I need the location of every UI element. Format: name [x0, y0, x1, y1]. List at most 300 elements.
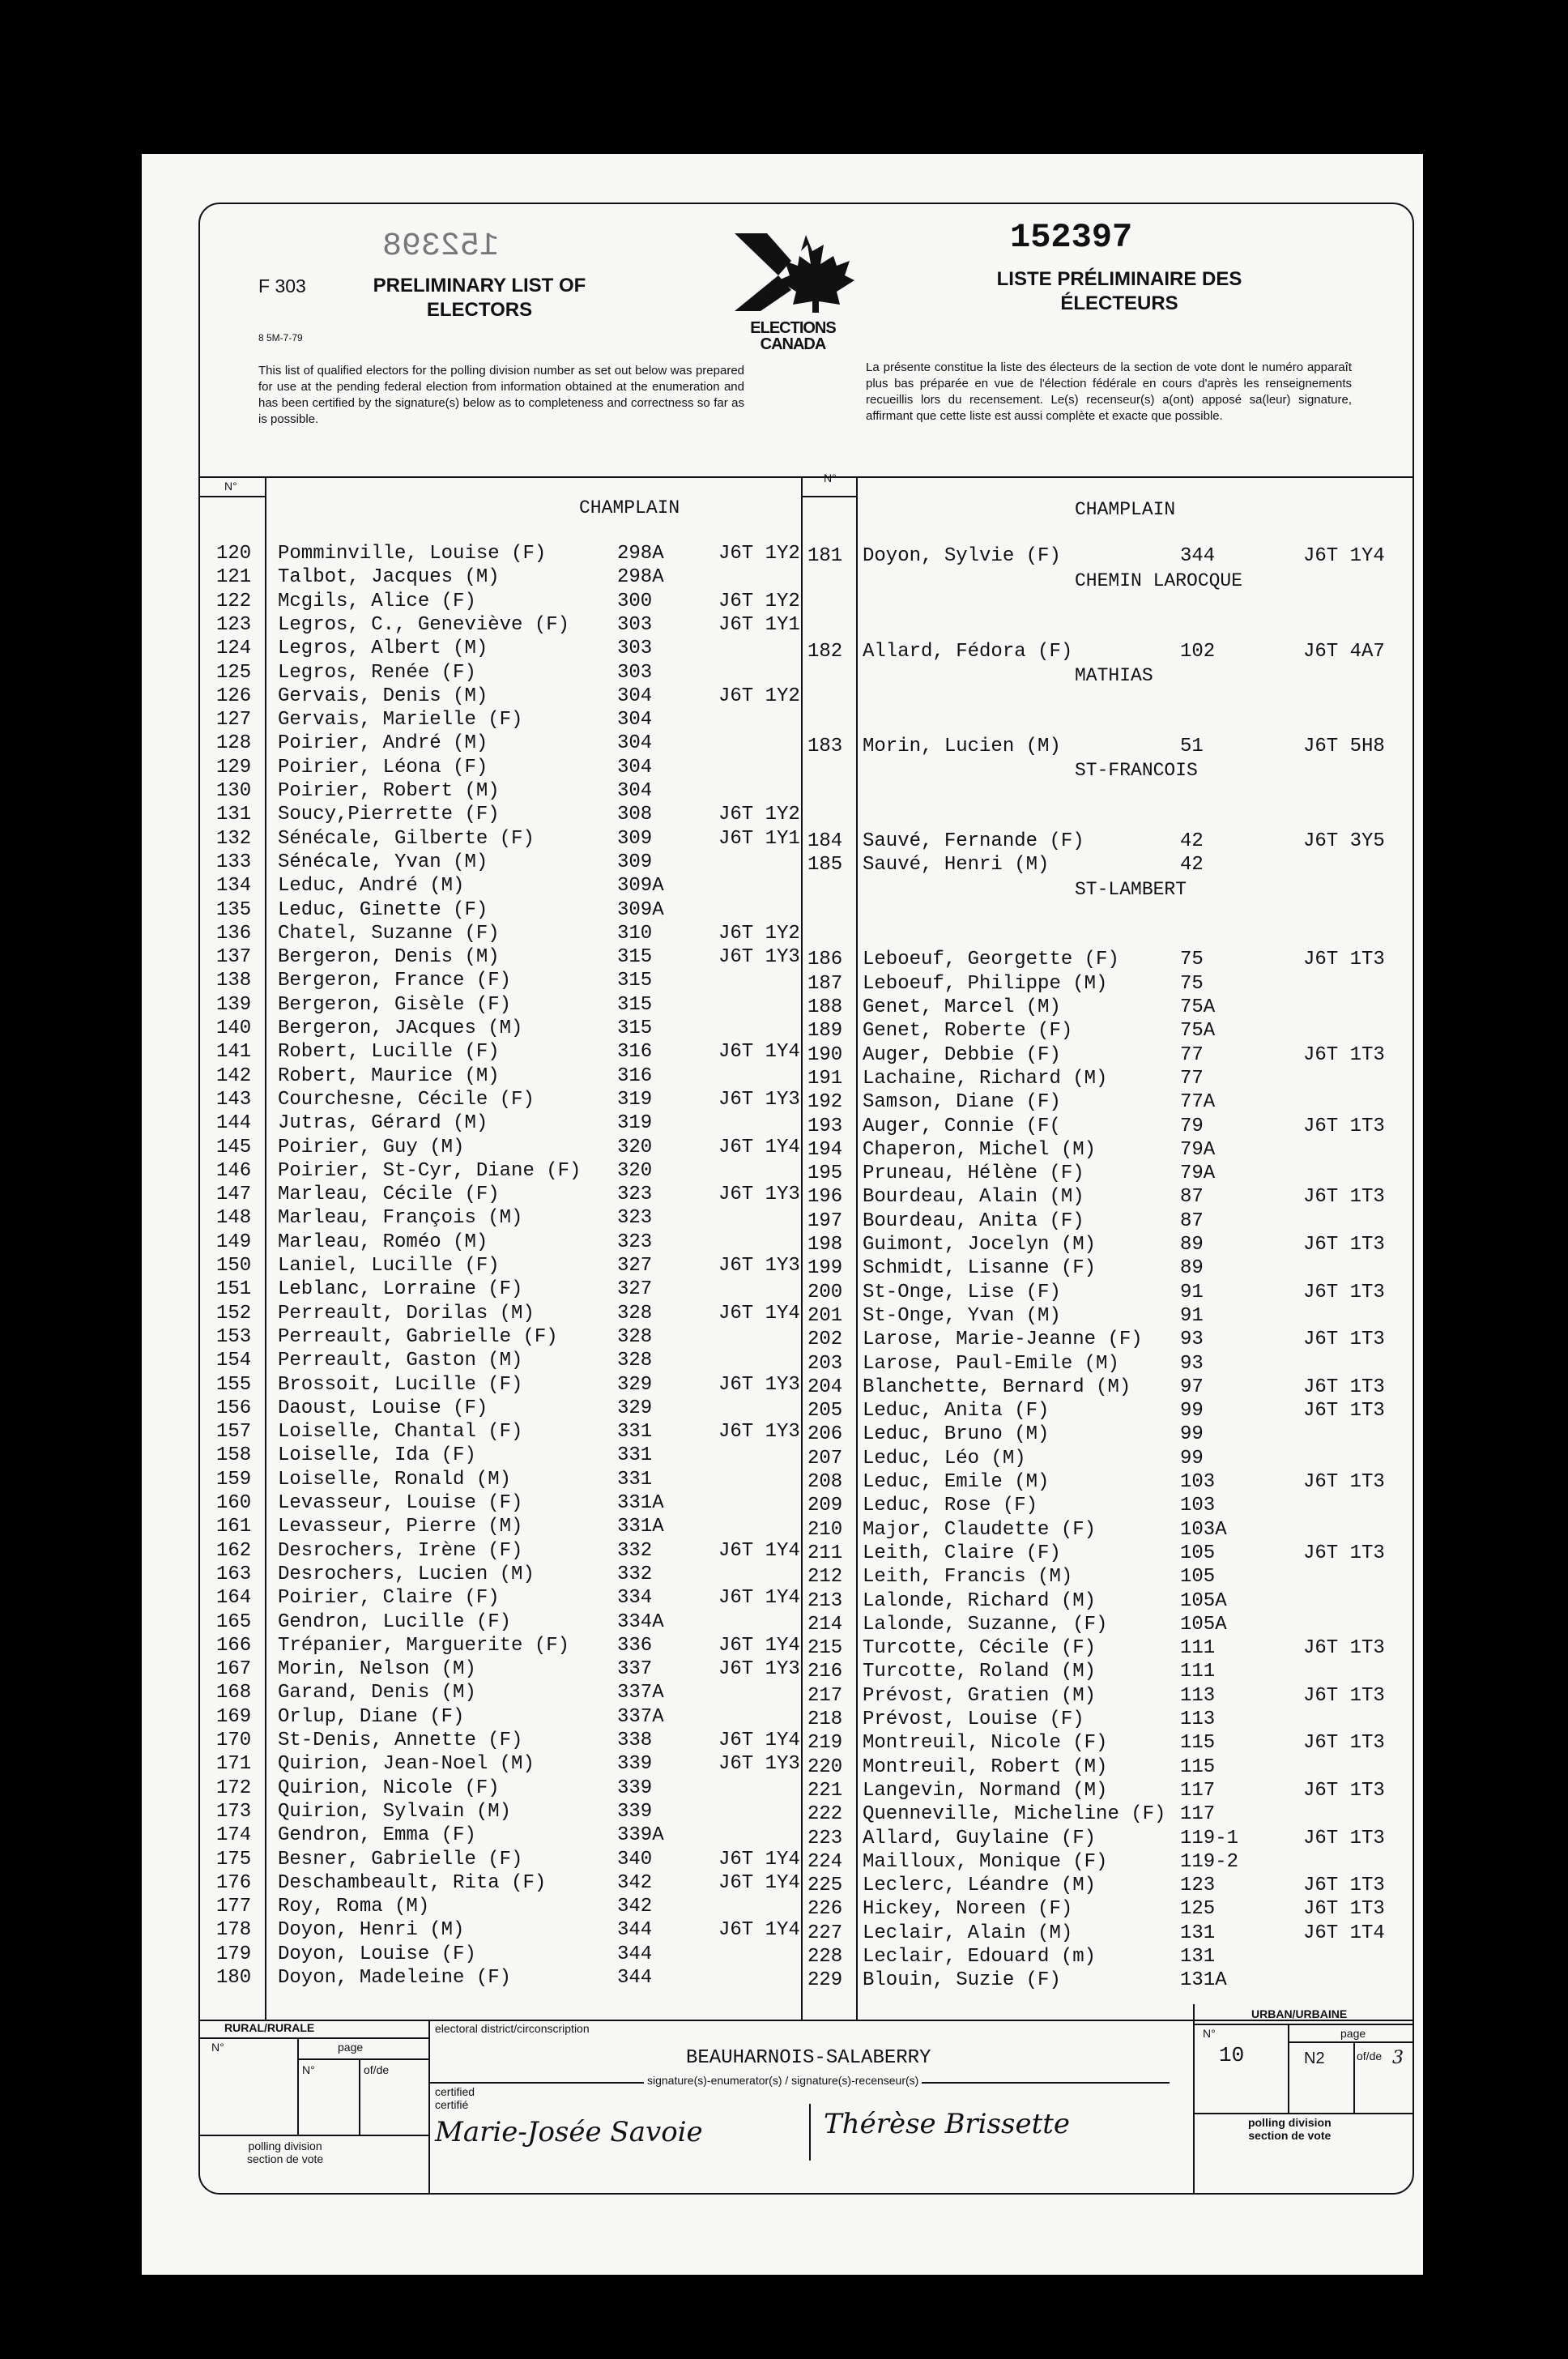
elector-row — [200, 1469, 801, 1493]
elector-postal-code: J6T 1Y4 — [718, 1587, 800, 1610]
elector-name: Marleau, François (M) — [278, 1207, 523, 1230]
elector-number: 210 — [807, 1518, 843, 1541]
elector-row — [801, 1423, 1412, 1448]
elector-postal-code: J6T 1Y3 — [718, 1421, 800, 1444]
elector-address: 115 — [1180, 1755, 1216, 1778]
elector-name: Gervais, Marielle (F) — [278, 709, 523, 732]
elector-address: 304 — [617, 732, 653, 755]
elector-address: 91 — [1180, 1281, 1204, 1303]
elector-row — [801, 1091, 1412, 1116]
elector-number: 215 — [807, 1637, 843, 1660]
elector-address: 117 — [1180, 1779, 1216, 1802]
elector-row — [200, 543, 801, 567]
elector-address: 329 — [617, 1373, 653, 1396]
elector-name: Courchesne, Cécile (F) — [278, 1088, 535, 1111]
elector-number: 165 — [216, 1610, 252, 1633]
elector-name: Orlup, Diane (F) — [278, 1705, 465, 1728]
elector-name: Brossoit, Lucille (F) — [278, 1373, 523, 1396]
elector-row — [200, 757, 801, 781]
certified-label — [435, 2085, 475, 2111]
elector-number: 166 — [216, 1634, 252, 1657]
elector-name: Leduc, Anita (F) — [863, 1400, 1050, 1423]
elector-row — [200, 1516, 801, 1540]
elector-address: 328 — [617, 1325, 653, 1348]
elector-row — [801, 1661, 1412, 1685]
elector-postal-code: J6T 1Y2 — [718, 922, 800, 945]
elector-number: 123 — [216, 613, 252, 636]
elector-number: 142 — [216, 1064, 252, 1087]
elector-row — [200, 1089, 801, 1113]
logo-mark — [728, 228, 858, 316]
elector-address: 304 — [617, 685, 653, 707]
elector-number: 180 — [216, 1967, 252, 1989]
elector-number: 135 — [216, 898, 252, 921]
elector-number: 125 — [216, 661, 252, 684]
elector-row — [200, 1112, 801, 1137]
elector-name: Pruneau, Hélène (F) — [863, 1162, 1084, 1185]
elector-number: 190 — [807, 1043, 843, 1066]
elector-address: 319 — [617, 1088, 653, 1111]
elector-address: 339 — [617, 1800, 653, 1823]
form-frame — [198, 203, 1414, 2195]
elector-name: Turcotte, Cécile (F) — [863, 1637, 1097, 1660]
elector-address: 328 — [617, 1302, 653, 1325]
elector-address: 304 — [617, 756, 653, 779]
elector-number: 145 — [216, 1136, 252, 1158]
elector-row — [200, 1184, 801, 1208]
elector-row — [801, 1708, 1412, 1733]
elector-row — [801, 1828, 1412, 1852]
elector-row — [801, 1448, 1412, 1472]
elector-name: Bergeron, Denis (M) — [278, 946, 500, 969]
elector-name: Besner, Gabrielle (F) — [278, 1848, 523, 1871]
elector-address: 105 — [1180, 1566, 1216, 1589]
elector-number: 144 — [216, 1112, 252, 1135]
elector-postal-code: J6T 1Y3 — [718, 1088, 800, 1111]
elector-address: 331 — [617, 1444, 653, 1467]
elector-name: Marleau, Roméo (M) — [278, 1231, 488, 1253]
elector-number: 217 — [807, 1684, 843, 1707]
elector-postal-code: J6T 1Y4 — [718, 1871, 800, 1894]
elector-number: 214 — [807, 1613, 843, 1636]
title-en — [354, 274, 605, 322]
elector-number: 130 — [216, 780, 252, 802]
header-rule-top — [200, 476, 1412, 478]
elector-address: 119-2 — [1180, 1850, 1239, 1873]
elector-number: 164 — [216, 1587, 252, 1610]
elector-name: Desrochers, Lucien (M) — [278, 1563, 535, 1585]
elector-name: Montreuil, Robert (M) — [863, 1755, 1108, 1778]
elector-number: 222 — [807, 1803, 843, 1826]
elector-number: 221 — [807, 1779, 843, 1802]
elector-name: Perreault, Gaston (M) — [278, 1350, 523, 1372]
elector-name: Guimont, Jocelyn (M) — [863, 1234, 1097, 1256]
elector-address: 309 — [617, 827, 653, 850]
elector-number: 193 — [807, 1115, 843, 1137]
elector-address: 103 — [1180, 1495, 1216, 1517]
elector-name: Poirier, St-Cyr, Diane (F) — [278, 1159, 582, 1182]
elector-number: 195 — [807, 1162, 843, 1185]
elector-name: Leclerc, Léandre (M) — [863, 1875, 1097, 1897]
elector-number: 134 — [216, 875, 252, 898]
elector-name: Jutras, Gérard (M) — [278, 1112, 488, 1135]
signature-label: signature(s)-enumerator(s) / signature(s)-recenseur(s) — [644, 2074, 922, 2087]
elector-address: 327 — [617, 1278, 653, 1301]
elector-row — [801, 1542, 1412, 1567]
elector-address: 119-1 — [1180, 1827, 1239, 1849]
elector-address: 323 — [617, 1231, 653, 1253]
elector-address: 99 — [1180, 1400, 1204, 1423]
elector-number: 174 — [216, 1824, 252, 1847]
elector-address: 339A — [617, 1824, 664, 1847]
elector-postal-code: J6T 1Y3 — [718, 1184, 800, 1206]
elector-address: 51 — [1180, 735, 1204, 757]
elector-address: 125 — [1180, 1898, 1216, 1921]
elector-row — [801, 1780, 1412, 1804]
title-fr — [961, 267, 1277, 316]
elector-number: 199 — [807, 1257, 843, 1280]
elector-name: Loiselle, Chantal (F) — [278, 1421, 523, 1444]
elector-number: 208 — [807, 1471, 843, 1493]
elector-address: 309 — [617, 851, 653, 873]
elector-row — [801, 1186, 1412, 1210]
elector-number: 146 — [216, 1159, 252, 1182]
street-heading: ST-FRANCOIS — [1075, 760, 1198, 782]
elector-address: 323 — [617, 1207, 653, 1230]
elector-number: 220 — [807, 1755, 843, 1778]
elector-number: 218 — [807, 1708, 843, 1730]
elector-postal-code: J6T 1Y4 — [718, 1302, 800, 1325]
elector-number: 206 — [807, 1423, 843, 1446]
elector-address: 117 — [1180, 1803, 1216, 1826]
elector-address: 329 — [617, 1397, 653, 1419]
elector-address: 89 — [1180, 1234, 1204, 1256]
elector-row — [801, 1116, 1412, 1140]
elector-number: 131 — [216, 804, 252, 826]
elector-name: Loiselle, Ida (F) — [278, 1444, 476, 1467]
elector-number: 176 — [216, 1871, 252, 1894]
elector-row — [801, 1400, 1412, 1424]
elector-postal-code: J6T 1Y2 — [718, 804, 800, 826]
elector-row — [200, 1303, 801, 1327]
elector-postal-code: J6T 1Y4 — [718, 1041, 800, 1064]
elector-address: 320 — [617, 1159, 653, 1182]
no-label-right: N° — [824, 471, 837, 484]
rural-divider-1 — [297, 2037, 299, 2135]
elector-name: Marleau, Cécile (F) — [278, 1184, 500, 1206]
elector-name: Legros, Albert (M) — [278, 638, 488, 660]
elector-number: 147 — [216, 1184, 252, 1206]
elector-row — [200, 591, 801, 615]
elector-address: 298A — [617, 566, 664, 589]
elector-name: Roy, Roma (M) — [278, 1896, 430, 1918]
elector-row — [801, 1234, 1412, 1258]
elector-number: 127 — [216, 709, 252, 732]
elector-postal-code: J6T 5H8 — [1303, 735, 1385, 757]
elector-postal-code: J6T 1Y1 — [718, 827, 800, 850]
certified-en: certified — [435, 2085, 475, 2098]
elections-canada-logo — [728, 228, 858, 353]
elector-row — [801, 973, 1412, 997]
elector-postal-code: J6T 1Y4 — [718, 1848, 800, 1871]
elector-address: 342 — [617, 1871, 653, 1894]
no-cell-rule-left — [200, 496, 265, 497]
certified-fr: certifié — [435, 2098, 469, 2111]
elector-address: 327 — [617, 1255, 653, 1277]
rural-box — [200, 2020, 430, 2193]
elector-name: Legros, Renée (F) — [278, 661, 476, 684]
elector-number: 182 — [807, 640, 843, 663]
elector-row — [801, 1519, 1412, 1543]
elector-number: 141 — [216, 1041, 252, 1064]
rural-rule — [200, 2037, 428, 2039]
elector-row — [801, 1898, 1412, 1922]
elector-row — [200, 1278, 801, 1303]
elector-postal-code: J6T 1Y2 — [718, 685, 800, 707]
title-en-line2: ELECTORS — [426, 299, 533, 321]
elector-number: 150 — [216, 1255, 252, 1277]
elector-row — [801, 1282, 1412, 1306]
elector-row — [200, 1207, 801, 1231]
elector-name: Leclair, Alain (M) — [863, 1922, 1073, 1944]
elector-number: 189 — [807, 1020, 843, 1043]
elector-name: Levasseur, Louise (F) — [278, 1492, 523, 1514]
elector-row — [200, 1255, 801, 1279]
elector-name: Prévost, Gratien (M) — [863, 1684, 1097, 1707]
elector-name: St-Onge, Lise (F) — [863, 1281, 1061, 1303]
elector-address: 323 — [617, 1184, 653, 1206]
elector-number: 155 — [216, 1373, 252, 1396]
elector-name: Doyon, Henri (M) — [278, 1919, 465, 1942]
elector-name: Poirier, André (M) — [278, 732, 488, 755]
elector-number: 169 — [216, 1705, 252, 1728]
elector-name: Robert, Maurice (M) — [278, 1064, 500, 1087]
elector-postal-code: J6T 1T3 — [1303, 1400, 1385, 1423]
elector-name: Sénécale, Yvan (M) — [278, 851, 488, 873]
elector-row — [200, 662, 801, 686]
elector-row — [200, 1777, 801, 1802]
elector-postal-code: J6T 1Y4 — [718, 1634, 800, 1657]
elector-address: 344 — [1180, 545, 1216, 568]
elector-address: 340 — [617, 1848, 653, 1871]
elector-address: 331A — [617, 1516, 664, 1538]
elector-row — [801, 1139, 1412, 1163]
elector-address: 105A — [1180, 1613, 1227, 1636]
elector-number: 149 — [216, 1231, 252, 1253]
elector-name: Poirier, Guy (M) — [278, 1136, 465, 1158]
elector-address: 111 — [1180, 1661, 1216, 1683]
elector-row — [801, 545, 1412, 569]
elector-name: Garand, Denis (M) — [278, 1682, 476, 1704]
elector-name: Langevin, Normand (M) — [863, 1779, 1108, 1802]
elector-address: 131A — [1180, 1969, 1227, 1992]
elector-row — [200, 994, 801, 1018]
elector-name: Leduc, Emile (M) — [863, 1471, 1050, 1493]
elector-name: Poirier, Léona (F) — [278, 756, 488, 779]
rural-page-label: page — [338, 2041, 364, 2054]
elector-row — [801, 736, 1412, 760]
elector-postal-code: J6T 1T3 — [1303, 1115, 1385, 1137]
elector-address: 77 — [1180, 1043, 1204, 1066]
district-value: BEAUHARNOIS-SALABERRY — [686, 2047, 931, 2069]
elector-number: 157 — [216, 1421, 252, 1444]
elector-address: 113 — [1180, 1708, 1216, 1730]
elector-name: Sauvé, Fernande (F) — [863, 830, 1084, 852]
elector-postal-code: J6T 3Y5 — [1303, 830, 1385, 852]
elector-name: Doyon, Madeleine (F) — [278, 1967, 512, 1989]
elector-row — [200, 1658, 801, 1683]
elector-name: Leith, Francis (M) — [863, 1566, 1073, 1589]
elector-name: Blanchette, Bernard (M) — [863, 1376, 1131, 1398]
elector-number: 186 — [807, 949, 843, 971]
elector-address: 75 — [1180, 972, 1204, 995]
elector-name: Trépanier, Marguerite (F) — [278, 1634, 570, 1657]
elector-row — [200, 685, 801, 710]
elector-row — [801, 830, 1412, 855]
elector-row — [801, 1566, 1412, 1590]
elector-number: 152 — [216, 1302, 252, 1325]
elector-row — [801, 854, 1412, 878]
intro-english: This list of qualified electors for the polling division number as set out below was prepared for use at the pending federal election from information obtained at the enumeration and has been certified by the signature(s) below as to completeness and correctness so far as is possible. — [258, 364, 744, 426]
elector-address: 113 — [1180, 1684, 1216, 1707]
elector-row — [801, 1162, 1412, 1187]
elector-name: Lachaine, Richard (M) — [863, 1067, 1108, 1090]
polling-left-en: polling division — [248, 2139, 322, 2152]
elector-row — [200, 804, 801, 828]
elector-name: Leboeuf, Philippe (M) — [863, 972, 1108, 995]
elector-number: 194 — [807, 1138, 843, 1161]
elector-row — [200, 1563, 801, 1588]
elector-row — [200, 828, 801, 852]
elector-number: 136 — [216, 922, 252, 945]
elector-row — [200, 1730, 801, 1754]
elector-row — [200, 1492, 801, 1516]
elector-number: 202 — [807, 1329, 843, 1351]
elector-address: 339 — [617, 1777, 653, 1799]
elector-postal-code: J6T 1Y4 — [718, 1539, 800, 1562]
elector-address: 87 — [1180, 1209, 1204, 1232]
elector-name: Leboeuf, Georgette (F) — [863, 949, 1119, 971]
signature-divider — [809, 2104, 811, 2161]
elector-number: 175 — [216, 1848, 252, 1871]
elector-address: 315 — [617, 946, 653, 969]
elector-row — [200, 1065, 801, 1090]
form-code: F 303 — [258, 275, 306, 296]
elector-address: 93 — [1180, 1352, 1204, 1375]
elector-number: 229 — [807, 1969, 843, 1992]
elector-number: 209 — [807, 1495, 843, 1517]
rural-no-label: N° — [211, 2041, 224, 2054]
street-heading: CHEMIN LAROCQUE — [1075, 569, 1243, 591]
elector-address: 344 — [617, 1967, 653, 1989]
elector-address: 316 — [617, 1064, 653, 1087]
elector-number: 192 — [807, 1091, 843, 1114]
elector-address: 337A — [617, 1682, 664, 1704]
elector-address: 77 — [1180, 1067, 1204, 1090]
elector-number: 224 — [807, 1850, 843, 1873]
street-heading: MATHIAS — [1075, 665, 1153, 687]
elector-name: Genet, Marcel (M) — [863, 996, 1061, 1018]
elector-name: Schmidt, Lisanne (F) — [863, 1257, 1097, 1280]
elector-name: Laniel, Lucille (F) — [278, 1255, 500, 1277]
title-fr-line1: LISTE PRÉLIMINAIRE DES — [996, 268, 1242, 290]
elector-number: 158 — [216, 1444, 252, 1467]
elector-row — [200, 1753, 801, 1777]
elector-name: Chaperon, Michel (M) — [863, 1138, 1097, 1161]
elector-name: Leduc, Léo (M) — [863, 1447, 1026, 1470]
elector-row — [801, 1637, 1412, 1662]
elector-number: 172 — [216, 1777, 252, 1799]
elector-row — [200, 1374, 801, 1398]
elector-address: 89 — [1180, 1257, 1204, 1280]
elector-row — [801, 1329, 1412, 1353]
elector-address: 93 — [1180, 1329, 1204, 1351]
elector-number: 207 — [807, 1447, 843, 1470]
elector-name: Leduc, André (M) — [278, 875, 465, 898]
elector-number: 183 — [807, 735, 843, 757]
elector-number: 122 — [216, 590, 252, 612]
elector-number: 168 — [216, 1682, 252, 1704]
elector-name: Perreault, Dorilas (M) — [278, 1302, 535, 1325]
elector-name: Genet, Roberte (F) — [863, 1020, 1073, 1043]
elector-name: Hickey, Noreen (F) — [863, 1898, 1073, 1921]
elector-address: 337A — [617, 1705, 664, 1728]
elector-postal-code: J6T 1T3 — [1303, 1043, 1385, 1066]
elector-name: Doyon, Sylvie (F) — [863, 545, 1061, 568]
elector-name: Prévost, Louise (F) — [863, 1708, 1084, 1730]
elector-name: Perreault, Gabrielle (F) — [278, 1325, 558, 1348]
elector-address: 75 — [1180, 949, 1204, 971]
elector-number: 161 — [216, 1516, 252, 1538]
elector-row — [200, 1444, 801, 1469]
elector-name: Blouin, Suzie (F) — [863, 1969, 1061, 1992]
elector-row — [801, 641, 1412, 665]
elector-number: 188 — [807, 996, 843, 1018]
elector-address: 103 — [1180, 1471, 1216, 1493]
elector-postal-code: J6T 1Y3 — [718, 1373, 800, 1396]
elector-address: 337 — [617, 1658, 653, 1681]
elector-row — [801, 1210, 1412, 1235]
elector-name: Mailloux, Monique (F) — [863, 1850, 1108, 1873]
elector-address: 315 — [617, 970, 653, 992]
elector-postal-code: J6T 1Y4 — [718, 1730, 800, 1751]
elector-number: 129 — [216, 756, 252, 779]
elector-number: 213 — [807, 1589, 843, 1612]
elector-address: 310 — [617, 922, 653, 945]
elector-row — [200, 899, 801, 924]
elector-name: Gervais, Denis (M) — [278, 685, 488, 707]
elector-row — [200, 1824, 801, 1849]
elector-name: Leduc, Ginette (F) — [278, 898, 488, 921]
elector-postal-code: J6T 1T3 — [1303, 1281, 1385, 1303]
elector-address: 91 — [1180, 1304, 1204, 1327]
elector-number: 201 — [807, 1304, 843, 1327]
elector-address: 309A — [617, 875, 664, 898]
elector-number: 120 — [216, 543, 252, 565]
signature-enumerator-2: Thérèse Brissette — [824, 2108, 1071, 2140]
elector-name: Mcgils, Alice (F) — [278, 590, 476, 612]
elector-name: Talbot, Jacques (M) — [278, 566, 500, 589]
elector-row — [801, 1305, 1412, 1329]
rural-divider-2 — [359, 2058, 360, 2135]
elector-postal-code: J6T 1Y3 — [718, 1255, 800, 1277]
elector-address: 344 — [617, 1919, 653, 1942]
elector-number: 162 — [216, 1539, 252, 1562]
street-heading: ST-LAMBERT — [1075, 878, 1187, 900]
elector-name: Leclair, Edouard (m) — [863, 1946, 1097, 1968]
elector-name: Leduc, Bruno (M) — [863, 1423, 1050, 1446]
elector-address: 331 — [617, 1468, 653, 1491]
